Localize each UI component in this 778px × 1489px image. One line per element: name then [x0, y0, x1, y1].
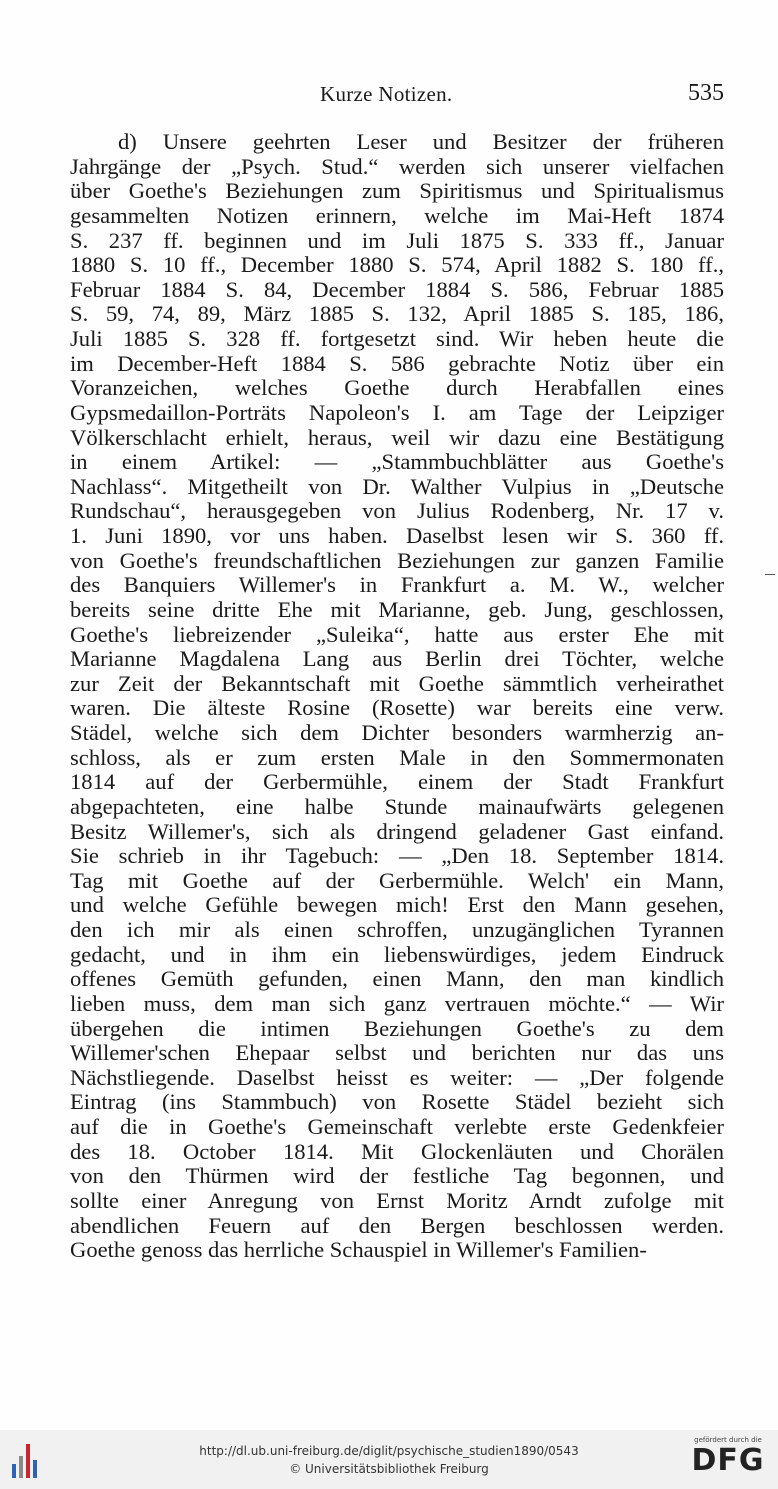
text-line: Nächstliegende. Daselbst heisst es weiter: — „Der folgende	[70, 1064, 724, 1090]
text-line: schloss, als er zum ersten Male in den Sommermonaten	[70, 744, 724, 770]
source-url[interactable]: http://dl.ub.uni-freiburg.de/diglit/psychische_studien1890/0543	[199, 1444, 579, 1458]
page-number: 535	[688, 80, 724, 106]
text-line: 1880 S. 10 ff., December 1880 S. 574, April 1882 S. 180 ff.,	[70, 252, 724, 278]
text-line: Rundschau“, herausgegeben von Julius Rodenberg, Nr. 17 v.	[70, 498, 724, 524]
text-line: gesammelten Notizen erinnern, welche im Mai-Heft 1874	[70, 202, 724, 228]
text-line: des Banquiers Willemer's in Frankfurt a. M. W., welcher	[70, 572, 724, 598]
dfg-logo	[688, 1436, 768, 1484]
text-line: des 18. October 1814. Mit Glockenläuten und Chorälen	[70, 1138, 724, 1164]
text-line: Februar 1884 S. 84, December 1884 S. 586, Februar 1885	[70, 276, 724, 302]
text-line: von den Thürmen wird der festliche Tag begonnen, und	[70, 1163, 724, 1189]
text-line: abgepachteten, eine halbe Stunde mainaufwärts gelegenen	[70, 793, 724, 819]
dfg-wordmark: DFG	[691, 1443, 765, 1478]
text-line: offenes Gemüth gefunden, einen Mann, den man kindlich	[70, 966, 724, 992]
text-line: Goethe genoss das herrliche Schauspiel in Willemer's Familien-	[70, 1237, 647, 1263]
text-line: Marianne Magdalena Lang aus Berlin drei Töchter, welche	[70, 646, 724, 672]
text-line: 1. Juni 1890, vor uns haben. Daselbst lesen wir S. 360 ff.	[70, 523, 724, 548]
text-line: Tag mit Goethe auf der Gerbermühle. Welch' ein Mann,	[70, 867, 724, 893]
text-line: auf die in Goethe's Gemeinschaft verlebte erste Gedenkfeier	[70, 1114, 724, 1139]
body-text	[70, 130, 724, 1263]
page-header	[70, 80, 724, 114]
viewer-footer	[0, 1430, 778, 1489]
text-line: Völkerschlacht erhielt, heraus, weil wir dazu eine Bestätigung	[70, 424, 724, 450]
text-line: in einem Artikel: — „Stammbuchblätter aus Goethe's	[70, 449, 724, 475]
text-line: Städel, welche sich dem Dichter besonders warmherzig an-	[70, 720, 724, 745]
text-line: übergehen die intimen Beziehungen Goethe's zu dem	[70, 1015, 724, 1041]
text-line: Eintrag (ins Stammbuch) von Rosette Städel bezieht sich	[70, 1089, 724, 1115]
text-line: 1814 auf der Gerbermühle, einem der Stadt Frankfurt	[70, 769, 724, 795]
text-line: waren. Die älteste Rosine (Rosette) war bereits eine verw.	[70, 695, 724, 721]
text-line: von Goethe's freundschaftlichen Beziehungen zur ganzen Familie	[70, 547, 724, 573]
margin-mark	[765, 574, 775, 575]
dfg-caption: gefördert durch die	[694, 1436, 762, 1444]
text-line: Jahrgänge der „Psych. Stud.“ werden sich unserer vielfachen	[70, 153, 724, 179]
text-line: gedacht, und in ihm ein liebenswürdiges, jedem Eindruck	[70, 941, 724, 967]
text-line: S. 59, 74, 89, März 1885 S. 132, April 1885 S. 185, 186,	[70, 301, 724, 327]
text-line: d) Unsere geehrten Leser und Besitzer der früheren	[118, 129, 724, 154]
text-line: über Goethe's Beziehungen zum Spiritismus und Spiritualismus	[70, 178, 724, 204]
text-line: bereits seine dritte Ehe mit Marianne, geb. Jung, geschlossen,	[70, 596, 724, 622]
text-line: zur Zeit der Bekanntschaft mit Goethe sämmtlich verheirathet	[70, 670, 724, 696]
copyright-notice: © Universitätsbibliothek Freiburg	[289, 1462, 489, 1476]
text-line: Voranzeichen, welches Goethe durch Herabfallen eines	[70, 375, 724, 401]
text-line: S. 237 ff. beginnen und im Juli 1875 S. 333 ff., Januar	[70, 227, 724, 253]
text-line: Nachlass“. Mitgetheilt von Dr. Walther Vulpius in „Deutsche	[70, 473, 724, 499]
text-line: Goethe's liebreizender „Suleika“, hatte aus erster Ehe mit	[70, 621, 724, 647]
text-line: Gypsmedaillon-Porträts Napoleon's I. am Tage der Leipziger	[70, 399, 724, 425]
text-line: den ich mir als einen schroffen, unzugänglichen Tyrannen	[70, 917, 724, 942]
text-line: lieben muss, dem man sich ganz vertrauen möchte.“ — Wir	[70, 990, 724, 1016]
text-line: Willemer'schen Ehepaar selbst und berichten nur das uns	[70, 1040, 724, 1066]
text-line: Besitz Willemer's, sich als dringend geladener Gast einfand.	[70, 818, 724, 844]
text-line: und welche Gefühle bewegen mich! Erst den Mann gesehen,	[70, 892, 724, 918]
text-line: Sie schrieb in ihr Tagebuch: — „Den 18. September 1814.	[70, 843, 724, 869]
text-line: abendlichen Feuern auf den Bergen beschlossen werden.	[70, 1212, 724, 1238]
text-line: sollte einer Anregung von Ernst Moritz Arndt zufolge mit	[70, 1187, 724, 1213]
text-line: im December-Heft 1884 S. 586 gebrachte Notiz über ein	[70, 350, 724, 376]
text-line: Juli 1885 S. 328 ff. fortgesetzt sind. Wir heben heute die	[70, 326, 724, 351]
running-title: Kurze Notizen.	[320, 82, 453, 106]
